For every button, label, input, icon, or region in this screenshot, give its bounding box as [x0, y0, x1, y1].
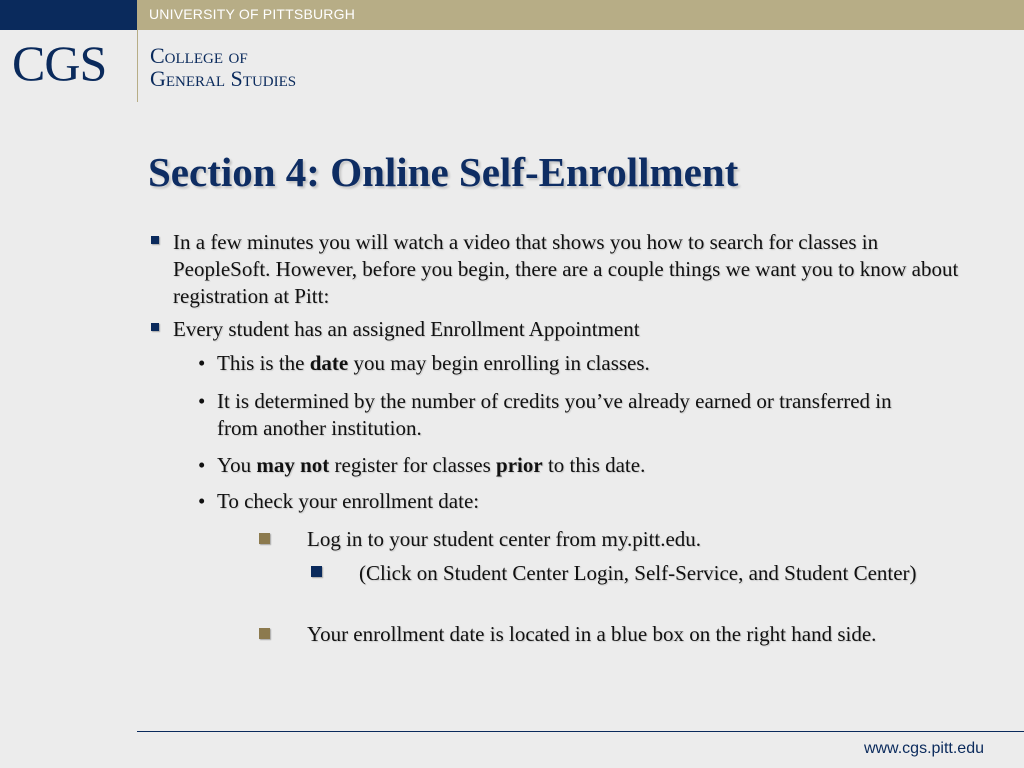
- sub-bullet-item: To check your enrollment date:: [217, 489, 480, 513]
- level3-bullet-item: Log in to your student center from my.pitt.edu.: [307, 527, 702, 551]
- sub-bullet-item: [217, 452, 957, 479]
- level4-bullet-item: (Click on Student Center Login, Self-Service, and Student Center): [359, 561, 917, 585]
- text-segment: register for classes: [329, 453, 497, 477]
- logo-line-2: General Studies: [150, 66, 297, 92]
- text-segment: you may begin enrolling in classes.: [348, 351, 650, 375]
- square-bullet-icon: [151, 236, 159, 244]
- footer-divider: [137, 731, 1024, 732]
- university-name: UNIVERSITY OF PITTSBURGH: [149, 6, 356, 22]
- text-segment: You: [217, 453, 257, 477]
- navy-square-bullet-icon: [311, 566, 322, 577]
- text-segment: to this date.: [542, 453, 646, 477]
- cgs-logo: CGS: [12, 35, 107, 91]
- round-bullet-icon: •: [198, 389, 206, 413]
- sub-bullet-item: It is determined by the number of credits you’ve already earned or transferred in from another institution.: [217, 389, 892, 440]
- emphasis-prior: prior: [496, 453, 543, 477]
- logo-line-1: College of: [150, 43, 248, 68]
- bullet-item: In a few minutes you will watch a video that shows you how to search for classes in PeopleSoft. However, before you begin, there are a couple things we want you to know about registration at Pitt:: [173, 230, 959, 308]
- square-bullet-icon: [151, 323, 159, 331]
- level3-bullet-item: Your enrollment date is located in a blue box on the right hand side.: [307, 622, 877, 646]
- text-segment: This is the: [217, 351, 310, 375]
- footer-website-link[interactable]: www.cgs.pitt.edu: [863, 740, 984, 757]
- round-bullet-icon: •: [198, 351, 206, 375]
- slide-title: Section 4: Online Self-Enrollment: [148, 149, 739, 195]
- gold-square-bullet-icon: [259, 628, 270, 639]
- emphasis-may-not: may not: [256, 453, 330, 477]
- gold-square-bullet-icon: [259, 533, 270, 544]
- sub-bullet-item: [217, 350, 957, 377]
- round-bullet-icon: •: [198, 489, 206, 513]
- bullet-item: Every student has an assigned Enrollment Appointment: [173, 317, 640, 341]
- round-bullet-icon: •: [198, 453, 206, 477]
- emphasis-date: date: [309, 351, 349, 375]
